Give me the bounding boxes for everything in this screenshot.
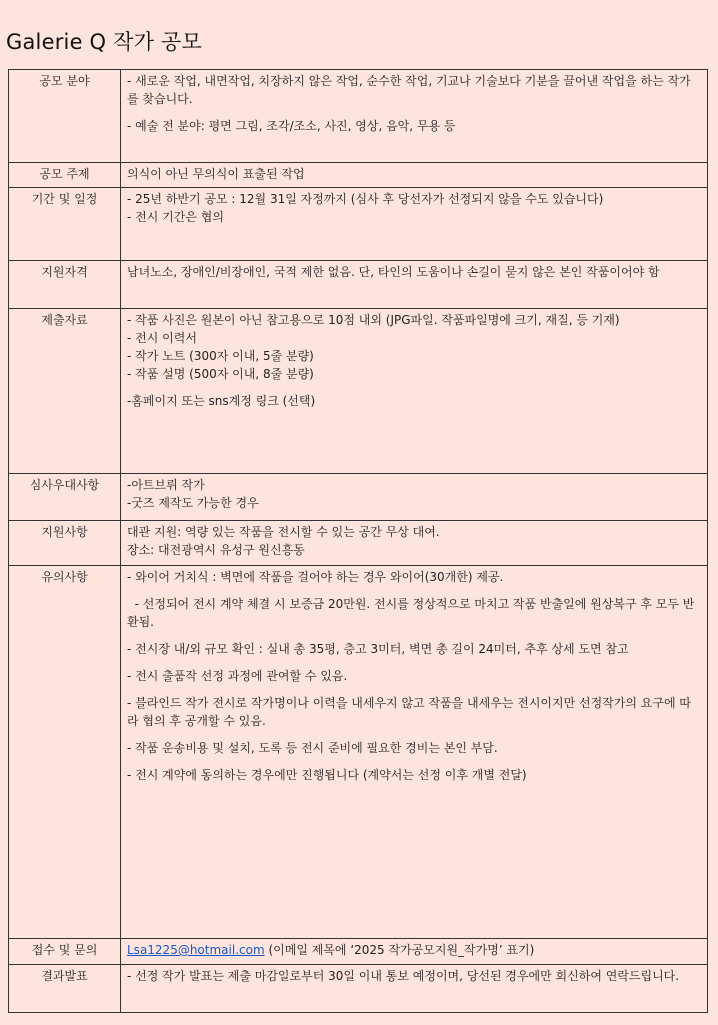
row-content-eligibility: [121, 261, 708, 309]
row-content-schedule: [121, 188, 708, 261]
row-content-results: [121, 965, 708, 1013]
content-line: - 선정 작가 발표는 제출 마감일로부터 30일 이내 통보 예정이며, 당선된 경우에만 회신하여 연락드립니다.: [127, 969, 680, 983]
contact-email-link[interactable]: Lsa1225@hotmail.com: [127, 943, 265, 957]
content-line: -홈페이지 또는 sns계정 링크 (선택): [127, 394, 316, 408]
row-label-theme: 공모 주제: [9, 163, 121, 188]
content-line: - 새로운 작업, 내면작업, 치장하지 않은 작업, 순수한 작업, 기교나 기술보다 기분을 끌어낸 작업을 하는 작가를 찾습니다.: [127, 74, 691, 106]
row-label-eligibility: 지원자격: [9, 261, 121, 309]
content-line: - 전시 계약에 동의하는 경우에만 진행됩니다 (계약서는 선정 이후 개별 전달): [127, 768, 527, 782]
content-line: 장소: 대전광역시 유성구 원신흥동: [127, 543, 305, 557]
page-title: Galerie Q 작가 공모: [6, 30, 202, 54]
row-label-field: 공모 분야: [9, 70, 121, 163]
row-content-support: [121, 521, 708, 566]
content-line: [127, 941, 701, 959]
row-content-contact: [121, 939, 708, 965]
row-label-materials: 제출자료: [9, 309, 121, 474]
table-row: [9, 939, 708, 965]
content-line: -아트브뤼 작가: [127, 478, 205, 492]
row-content-notes: [121, 566, 708, 939]
content-line: 남녀노소, 장애인/비장애인, 국적 제한 없음. 단, 타인의 도움이나 손길이 묻지 않은 본인 작품이어야 함: [127, 265, 660, 279]
row-label-schedule: 기간 및 일정: [9, 188, 121, 261]
table-row: [9, 474, 708, 521]
content-line: - 작가 노트 (300자 이내, 5줄 분량): [127, 349, 314, 363]
row-content-theme: [121, 163, 708, 188]
table-row: [9, 965, 708, 1013]
table-row: [9, 188, 708, 261]
content-line: -굿즈 제작도 가능한 경우: [127, 496, 259, 510]
content-line: - 선정되어 전시 계약 체결 시 보증금 20만원. 전시를 정상적으로 마치고 작품 반출일에 원상복구 후 모두 반환됨.: [127, 597, 695, 629]
content-line: - 전시 이력서: [127, 331, 197, 345]
call-for-artists-table: [8, 69, 708, 1013]
table-row: [9, 309, 708, 474]
content-line: - 전시 기간은 협의: [127, 210, 224, 224]
content-line: - 전시장 내/외 규모 확인 : 실내 총 35평, 층고 3미터, 벽면 총 길이 24미터, 추후 상세 도면 참고: [127, 642, 629, 656]
content-line: - 와이어 거치식 : 벽면에 작품을 걸어야 하는 경우 와이어(30개한) 제공.: [127, 570, 504, 584]
content-line: 의식이 아닌 무의식이 표출된 작업: [127, 167, 305, 181]
content-line: - 작품 사진은 원본이 아닌 참고용으로 10점 내외 (JPG파일. 작품파일명에 크기, 재질, 등 기재): [127, 313, 620, 327]
row-content-field: [121, 70, 708, 163]
row-content-materials: [121, 309, 708, 474]
content-line: - 전시 출품작 선정 과정에 관여할 수 있음.: [127, 669, 348, 683]
content-line: - 25년 하반기 공모 : 12월 31일 자정까지 (심사 후 당선자가 선정되지 않을 수도 있습니다): [127, 192, 604, 206]
row-label-preferences: 심사우대사항: [9, 474, 121, 521]
table-row: [9, 521, 708, 566]
content-line: - 예술 전 분야: 평면 그림, 조각/조소, 사진, 영상, 음악, 무용 등: [127, 119, 456, 133]
row-label-contact: 접수 및 문의: [9, 939, 121, 965]
content-line: - 작품 설명 (500자 이내, 8줄 분량): [127, 367, 314, 381]
table-row: [9, 566, 708, 939]
content-line: - 블라인드 작가 전시로 작가명이나 이력을 내세우지 않고 작품을 내세우는 전시이지만 선정작가의 요구에 따라 협의 후 공개할 수 있음.: [127, 696, 691, 728]
email-subject-note: (이메일 제목에 ‘2025 작가공모지원_작가명’ 표기): [264, 943, 535, 957]
content-line: 대관 지원: 역량 있는 작품을 전시할 수 있는 공간 무상 대여.: [127, 525, 440, 539]
row-label-support: 지원사항: [9, 521, 121, 566]
table-row: [9, 261, 708, 309]
table-row: [9, 163, 708, 188]
row-label-results: 결과발표: [9, 965, 121, 1013]
content-line: - 작품 운송비용 및 설치, 도록 등 전시 준비에 필요한 경비는 본인 부담.: [127, 741, 498, 755]
row-label-notes: 유의사항: [9, 566, 121, 939]
table-row: [9, 70, 708, 163]
row-content-preferences: [121, 474, 708, 521]
